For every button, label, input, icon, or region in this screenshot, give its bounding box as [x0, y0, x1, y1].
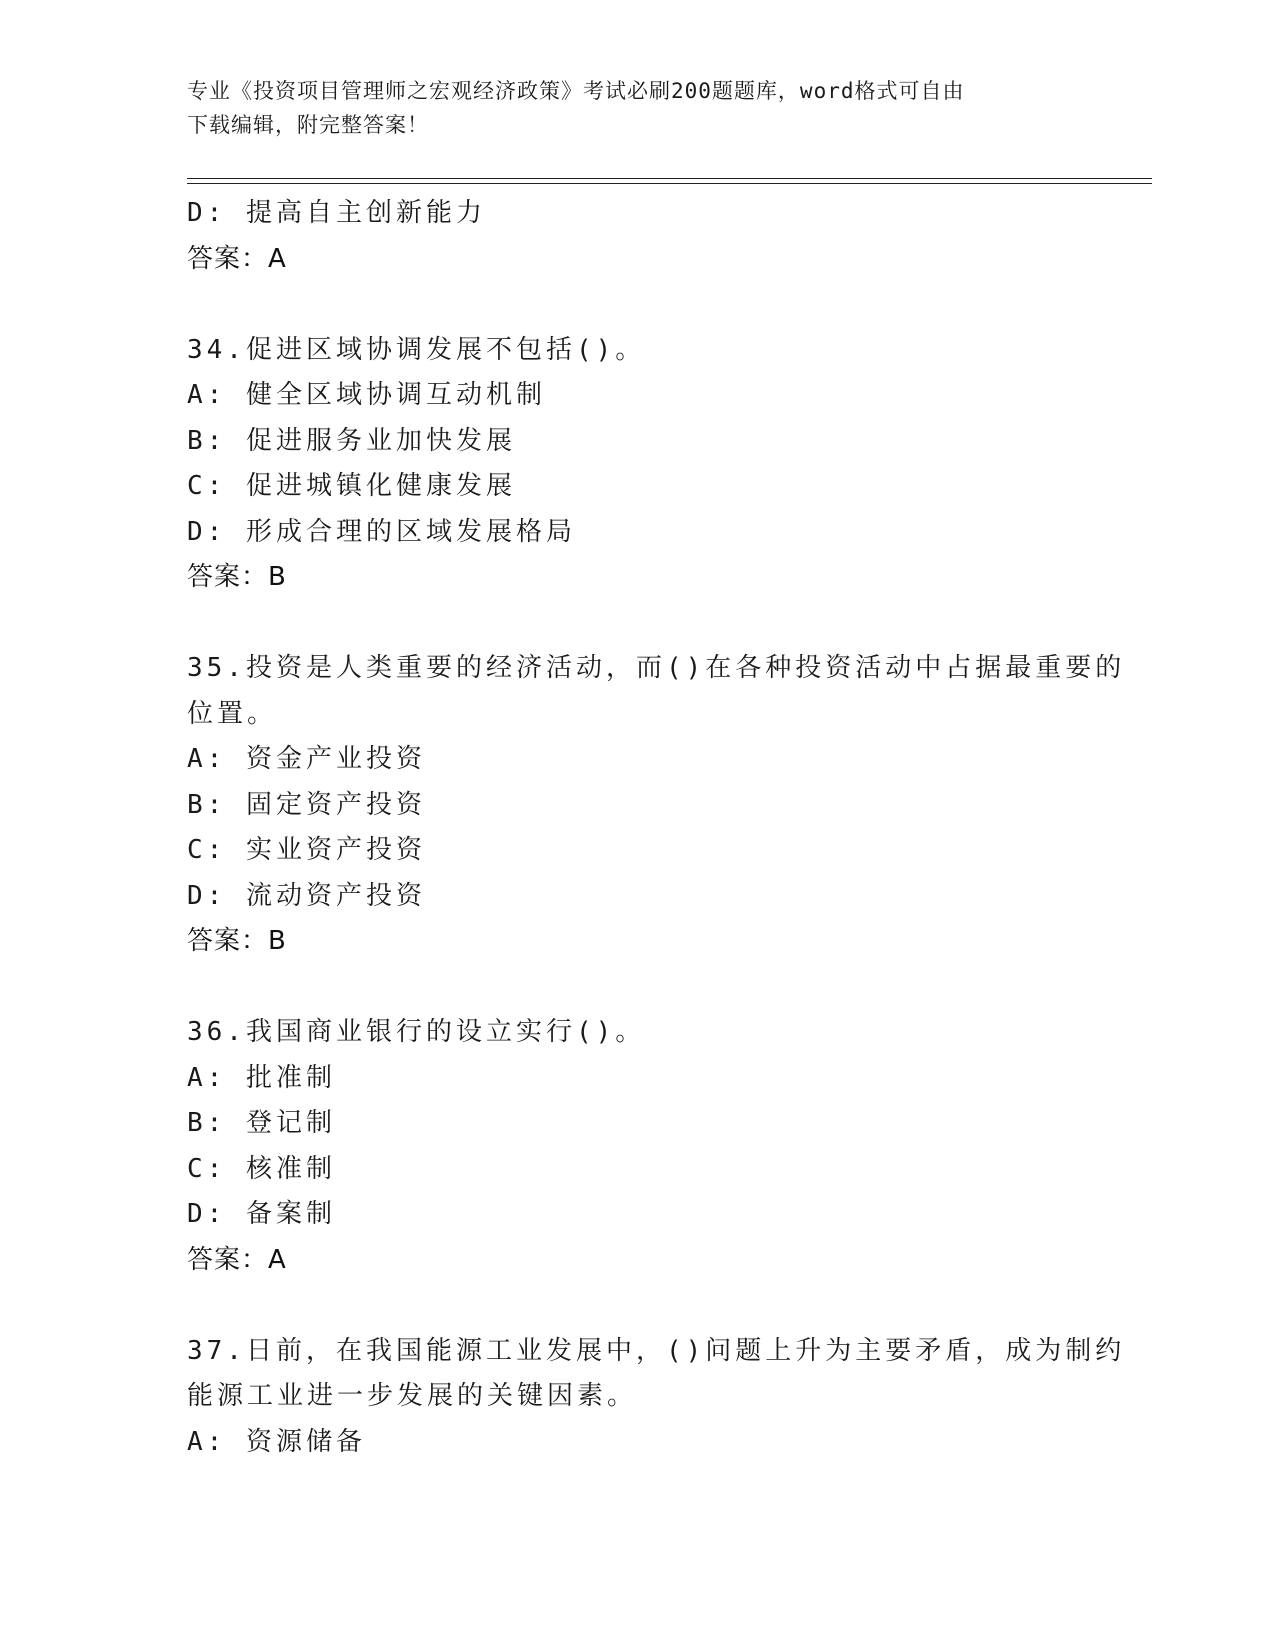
- question-37: [187, 1329, 1126, 1466]
- option-b: B: 固定资产投资: [187, 789, 426, 820]
- header-divider-top: [187, 178, 1152, 179]
- question-35: [187, 646, 1126, 965]
- header-divider-bottom: [187, 183, 1152, 184]
- option-b: B: 登记制: [187, 1108, 336, 1138]
- document-header: [187, 74, 1067, 142]
- option-d: D: 备案制: [187, 1199, 336, 1229]
- option-a: A: 资金产业投资: [187, 744, 426, 774]
- question-stem-line-2: 位置。: [187, 698, 278, 729]
- option-d: D: 流动资产投资: [187, 880, 426, 911]
- header-line-1: 专业《投资项目管理师之宏观经济政策》考试必刷200题题库，word格式可自由: [187, 79, 965, 103]
- question-36: [187, 1010, 1087, 1283]
- option-a: A: 资源储备: [187, 1426, 366, 1457]
- question-stem: 36.我国商业银行的设立实行()。: [187, 1017, 646, 1047]
- option-a: A: 批准制: [187, 1062, 336, 1093]
- spacer: [187, 1283, 1087, 1329]
- question-34: [187, 328, 1087, 601]
- answer: 答案：B: [187, 926, 287, 956]
- question-stem-line-2: 能源工业进一步发展的关键因素。: [187, 1381, 638, 1411]
- answer: 答案：A: [187, 243, 287, 274]
- spacer: [187, 601, 1087, 647]
- answer: 答案：B: [187, 562, 287, 592]
- answer: 答案：A: [187, 1244, 287, 1275]
- option-a: A: 健全区域协调互动机制: [187, 380, 546, 410]
- question-33: [187, 191, 1087, 282]
- spacer: [187, 282, 1087, 328]
- option-c: C: 促进城镇化健康发展: [187, 471, 516, 501]
- option-d: D: 形成合理的区域发展格局: [187, 516, 576, 547]
- spacer: [187, 965, 1087, 1011]
- option-b: B: 促进服务业加快发展: [187, 425, 516, 456]
- question-stem-line-1: 37.日前，在我国能源工业发展中，()问题上升为主要矛盾，成为制约: [187, 1335, 1126, 1366]
- option-c: C: 核准制: [187, 1153, 336, 1184]
- question-content: [187, 191, 1126, 1465]
- option-c: C: 实业资产投资: [187, 835, 426, 865]
- header-line-2: 下载编辑，附完整答案！: [187, 113, 429, 137]
- question-stem-line-1: 35.投资是人类重要的经济活动，而()在各种投资活动中占据最重要的: [187, 653, 1126, 683]
- option-d: D: 提高自主创新能力: [187, 198, 486, 228]
- question-stem: 34.促进区域协调发展不包括()。: [187, 334, 646, 365]
